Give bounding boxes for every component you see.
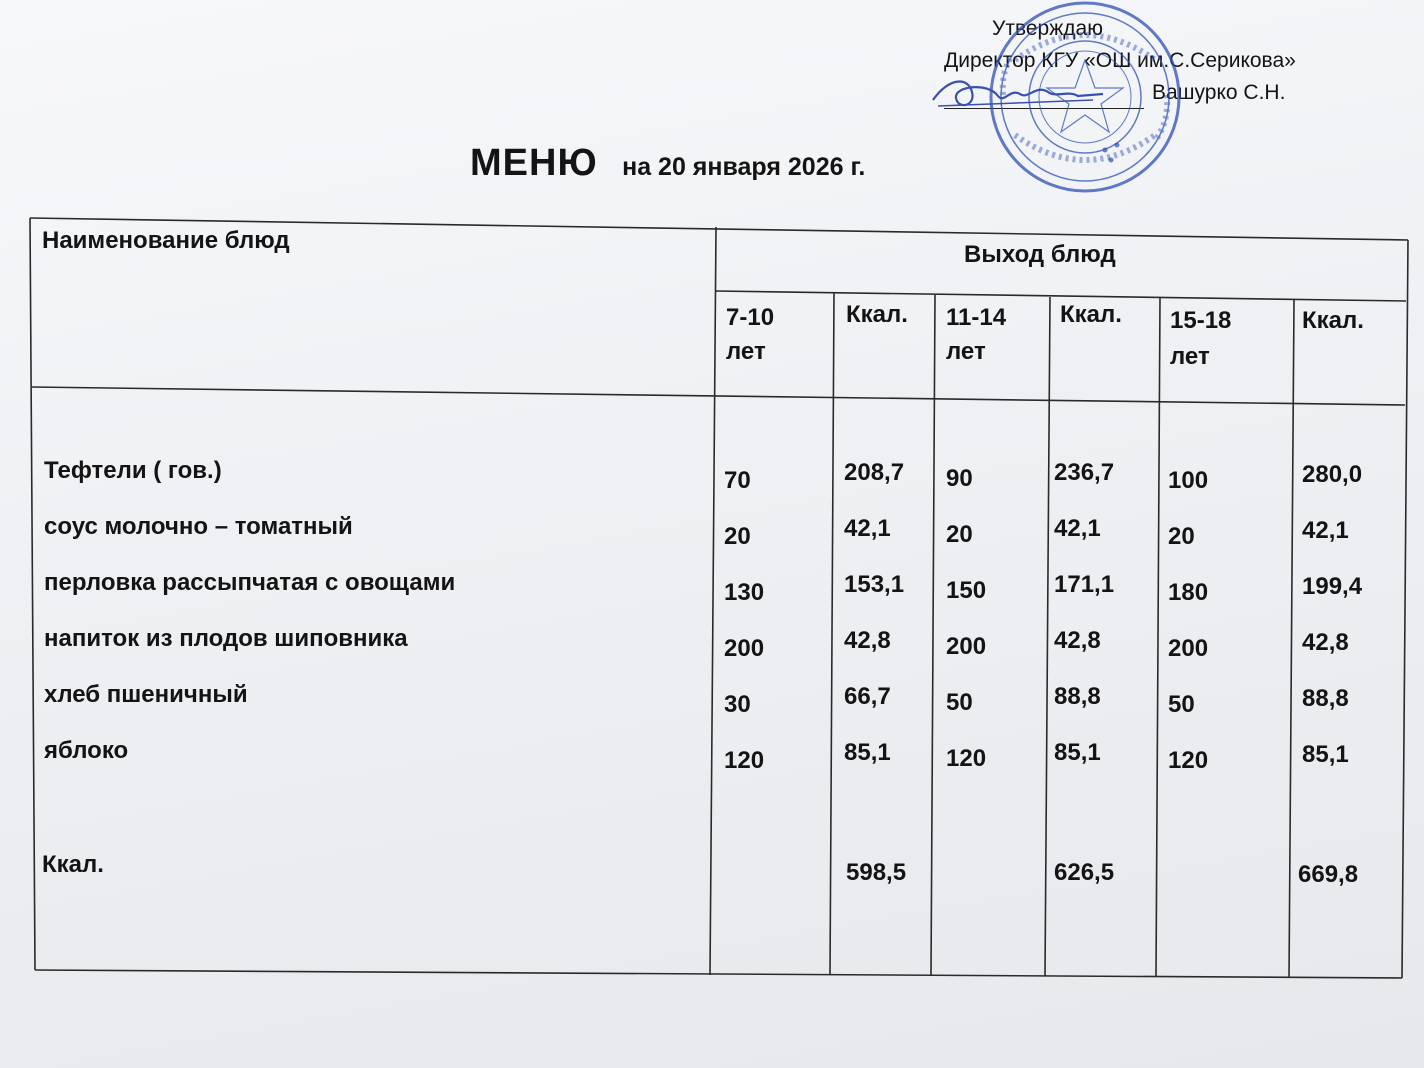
menu-table — [28, 215, 1413, 980]
portion-value: 100 — [1168, 467, 1209, 494]
approval-position: Директор КГУ «ОШ им.С.Серикова» — [944, 49, 1296, 72]
header-dish-name: Наименование блюд — [42, 227, 290, 254]
title-main: МЕНЮ — [470, 142, 598, 184]
header-kcal-2: Ккал. — [1060, 301, 1122, 328]
kcal-value: 42,8 — [1054, 627, 1101, 654]
total-label: Ккал. — [42, 851, 104, 878]
portion-value: 180 — [1168, 579, 1209, 606]
title-date: на 20 января 2026 г. — [622, 153, 866, 181]
kcal-value: 42,8 — [1302, 629, 1349, 656]
page-title — [470, 142, 865, 185]
header-age-11-14: 11-14 лет — [946, 304, 1007, 365]
portion-value: 90 — [946, 465, 973, 492]
portion-value: 20 — [1168, 523, 1195, 550]
kcal-value: 42,8 — [844, 627, 891, 654]
kcal-value: 280,0 — [1302, 461, 1363, 488]
kcal-value: 88,8 — [1302, 685, 1349, 712]
total-kcal-7-10: 598,5 — [846, 859, 907, 886]
signature-icon — [928, 70, 1108, 114]
header-kcal-3: Ккал. — [1302, 307, 1364, 334]
portion-value: 200 — [946, 633, 987, 660]
dish-name: хлеб пшеничный — [44, 681, 248, 708]
dish-name: перловка рассыпчатая с овощами — [44, 569, 456, 596]
portion-value: 50 — [946, 689, 973, 716]
dish-name: яблоко — [44, 737, 129, 764]
header-age-7-10: 7-10 лет — [726, 304, 775, 365]
approval-title: Утверждаю — [992, 17, 1103, 40]
dish-name: Тефтели ( гов.) — [44, 457, 222, 484]
total-kcal-15-18: 669,8 — [1298, 861, 1359, 888]
kcal-value: 171,1 — [1054, 571, 1115, 598]
portion-value: 30 — [724, 691, 751, 718]
portion-value: 120 — [946, 745, 987, 772]
portion-value: 200 — [1168, 635, 1209, 662]
portion-value: 70 — [724, 467, 751, 494]
total-kcal-11-14: 626,5 — [1054, 859, 1115, 886]
kcal-value: 42,1 — [1302, 517, 1349, 544]
portion-value: 120 — [724, 747, 765, 774]
header-output: Выход блюд — [964, 241, 1116, 268]
portion-value: 120 — [1168, 747, 1209, 774]
kcal-value: 199,4 — [1302, 573, 1363, 600]
dish-name: соус молочно – томатный — [44, 513, 353, 540]
approval-name: Вашурко С.Н. — [1152, 81, 1286, 104]
kcal-value: 42,1 — [844, 515, 891, 542]
portion-value: 150 — [946, 577, 987, 604]
kcal-value: 42,1 — [1054, 515, 1101, 542]
kcal-value: 88,8 — [1054, 683, 1101, 710]
header-kcal-1: Ккал. — [846, 301, 908, 328]
kcal-value: 153,1 — [844, 571, 905, 598]
portion-value: 200 — [724, 635, 765, 662]
kcal-value: 66,7 — [844, 683, 891, 710]
kcal-value: 85,1 — [844, 739, 891, 766]
portion-value: 50 — [1168, 691, 1195, 718]
kcal-value: 85,1 — [1302, 741, 1349, 768]
portion-value: 20 — [724, 523, 751, 550]
kcal-value: 208,7 — [844, 459, 905, 486]
header-age-15-18: 15-18 лет — [1170, 307, 1232, 370]
kcal-value: 85,1 — [1054, 739, 1101, 766]
dish-name: напиток из плодов шиповника — [44, 625, 408, 652]
kcal-value: 236,7 — [1054, 459, 1115, 486]
portion-value: 20 — [946, 521, 973, 548]
portion-value: 130 — [724, 579, 765, 606]
